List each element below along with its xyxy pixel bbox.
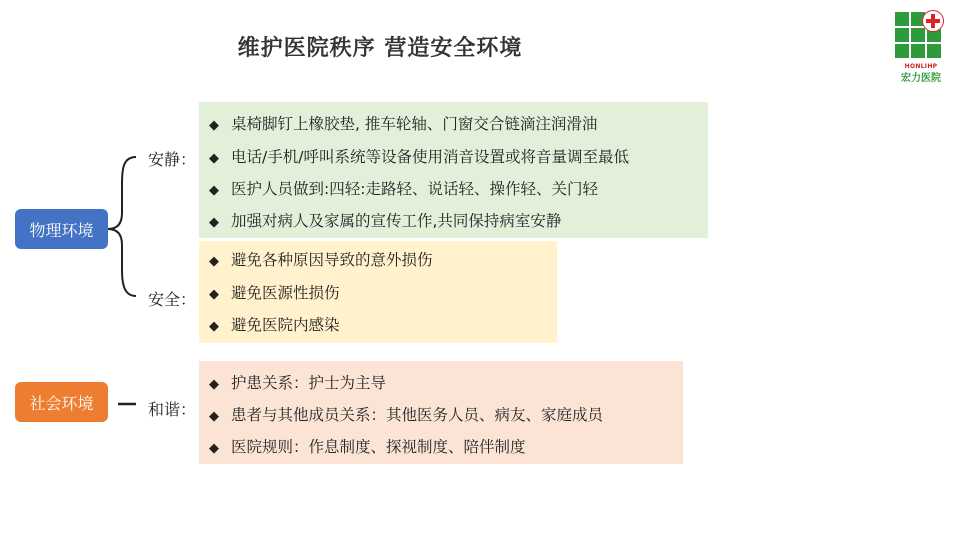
- page-title: 维护医院秩序 营造安全环境: [237, 36, 523, 61]
- logo-english-text: HONLIHP: [904, 63, 938, 70]
- brace-physical: [108, 157, 136, 296]
- safety-items-box: [199, 241, 557, 343]
- list-item-text: 避免医源性损伤: [231, 284, 340, 302]
- list-item: [209, 405, 603, 427]
- category-social-environment: 社会环境: [15, 382, 108, 422]
- list-item: [209, 315, 340, 337]
- list-item-text: 避免医院内感染: [231, 316, 340, 334]
- list-item: [209, 147, 629, 169]
- label-quiet: 安静：: [148, 150, 197, 169]
- diamond-bullet-icon: ◆: [209, 215, 219, 230]
- list-item: [209, 179, 598, 201]
- list-item-text: 患者与其他成员关系：其他医务人员、病友、家庭成员: [231, 406, 604, 424]
- label-safety: 安全：: [148, 290, 197, 309]
- diamond-bullet-icon: ◆: [209, 409, 219, 424]
- diamond-bullet-icon: ◆: [209, 319, 219, 334]
- logo-chinese-text: 宏力医院: [901, 73, 941, 84]
- list-item-text: 电话/手机/呼叫系统等设备使用消音设置或将音量调至最低: [231, 148, 629, 166]
- list-item: [209, 373, 386, 395]
- list-item: [209, 250, 433, 272]
- list-item: [209, 437, 526, 459]
- harmony-items-box: [199, 361, 683, 464]
- quiet-items-box: [199, 102, 708, 238]
- category-physical-environment: 物理环境: [15, 209, 108, 249]
- list-item: [209, 114, 597, 136]
- diamond-bullet-icon: ◆: [209, 151, 219, 166]
- list-item: [209, 283, 340, 305]
- diamond-bullet-icon: ◆: [209, 377, 219, 392]
- list-item: [209, 211, 561, 233]
- diamond-bullet-icon: ◆: [209, 118, 219, 133]
- diamond-bullet-icon: ◆: [209, 287, 219, 302]
- list-item-text: 护患关系：护士为主导: [231, 374, 387, 392]
- label-harmony: 和谐：: [148, 400, 197, 419]
- list-item-text: 避免各种原因导致的意外损伤: [231, 251, 433, 269]
- list-item-text: 医护人员做到:四轻:走路轻、说话轻、操作轻、关门轻: [231, 180, 598, 198]
- list-item-text: 加强对病人及家属的宣传工作,共同保持病室安静: [231, 212, 562, 230]
- diamond-bullet-icon: ◆: [209, 183, 219, 198]
- diamond-bullet-icon: ◆: [209, 441, 219, 456]
- list-item-text: 桌椅脚钉上橡胶垫, 推车轮轴、门窗交合链滴注润滑油: [231, 115, 598, 133]
- list-item-text: 医院规则：作息制度、探视制度、陪伴制度: [231, 438, 526, 456]
- diamond-bullet-icon: ◆: [209, 254, 219, 269]
